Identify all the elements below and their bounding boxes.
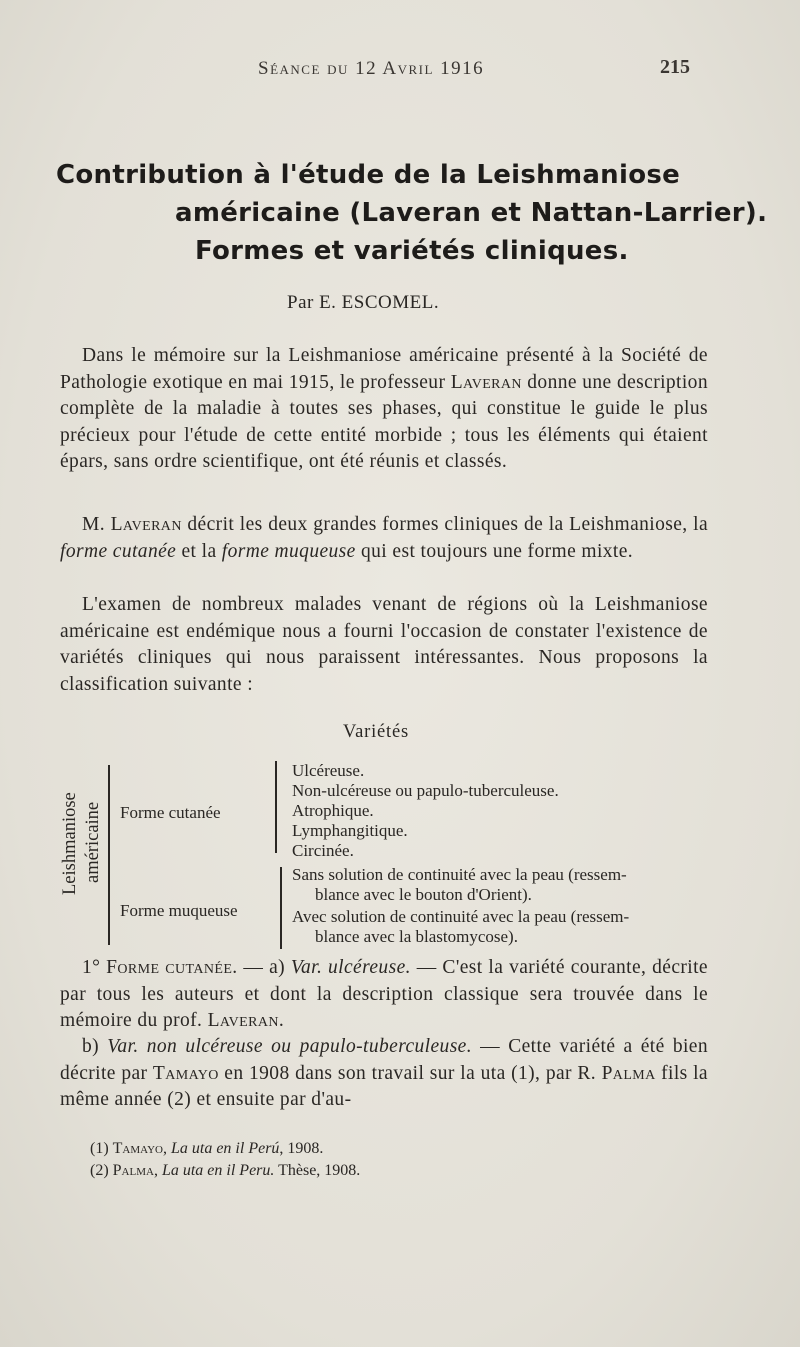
form-muqueuse-label: Forme muqueuse bbox=[120, 901, 238, 920]
author-name: Laveran bbox=[450, 371, 522, 393]
muqueuse-item-1b: blance avec le bouton d'Orient). bbox=[315, 885, 532, 904]
text-run: b) bbox=[82, 1036, 108, 1057]
footnote-2 bbox=[90, 1160, 360, 1182]
italic-term: Var. non ulcéreuse ou papulo-tuberculeuse. bbox=[107, 1036, 473, 1057]
paragraph-3: L'examen de nombreux malades venant de régions où la Leishmaniose américaine est endémique nous a fourni l'occasion de constater l'existence de variétés cliniques qui nous paraissent intéressantes. Nous proposons la classification suivante : bbox=[60, 594, 708, 695]
title-line-2: américaine (Laveran et Nattan-Larrier). bbox=[175, 198, 768, 228]
author-name: Laveran bbox=[207, 1010, 279, 1031]
footnote-title: La uta en il Peru. bbox=[161, 1162, 275, 1179]
text-run: . bbox=[278, 1010, 285, 1031]
text-run: fils la même année (2) et ensuite par d'au- bbox=[60, 1062, 708, 1110]
cutanee-item-3: Atrophique. bbox=[292, 801, 374, 820]
footnote-author: Palma bbox=[112, 1162, 154, 1179]
italic-term: forme cutanée bbox=[60, 540, 177, 562]
title-line-3: Formes et variétés cliniques. bbox=[195, 236, 629, 266]
author-line: Par E. ESCOMEL. bbox=[287, 292, 440, 313]
cutanee-item-4: Lymphangitique. bbox=[292, 821, 408, 840]
text-run: donne une description complète de la maladie à toutes ses phases, qui constitue le guide le plus précieux pour l'étude de cette entité morbide ; tous les éléments qui étaient épars, sans ordre scientifique, ont été réunis et classés. bbox=[60, 371, 708, 472]
section-number: 1° bbox=[82, 957, 101, 978]
muqueuse-item-2b: blance avec la blastomycose). bbox=[315, 927, 518, 946]
cutanee-item-2: Non-ulcéreuse ou papulo-tuberculeuse. bbox=[292, 781, 559, 800]
paragraph-4 bbox=[60, 955, 708, 1035]
text-run: , 1908. bbox=[279, 1140, 324, 1157]
text-run: — C'est la variété courante, décrite par tous les auteurs et dont la description classique sera trouvée dans le mémoire du prof. bbox=[60, 957, 708, 1031]
paragraph-2 bbox=[60, 512, 708, 565]
paragraph-1 bbox=[60, 343, 708, 476]
text-run: et la bbox=[176, 540, 222, 562]
root-bracket bbox=[108, 765, 110, 945]
text-run: Thèse, 1908. bbox=[274, 1162, 361, 1179]
text-run: décrit les deux grandes formes cliniques de la Leishmaniose, la bbox=[181, 514, 709, 535]
text-run: — Cette variété a été bien décrite par bbox=[60, 1036, 708, 1084]
footnote-1 bbox=[90, 1138, 360, 1160]
cutanee-item-5: Circinée. bbox=[292, 841, 354, 860]
text-run: en 1908 dans son travail sur la uta (1), par R. bbox=[218, 1062, 602, 1084]
running-title: Séance du 12 Avril 1916 bbox=[258, 58, 485, 79]
author-name: Palma bbox=[601, 1062, 656, 1084]
footnote-author: Tamayo bbox=[112, 1140, 163, 1157]
text-run: — a) bbox=[237, 957, 291, 978]
text-run: qui est toujours une forme mixte. bbox=[355, 540, 634, 562]
author-name: Laveran bbox=[110, 514, 182, 535]
footnotes bbox=[90, 1138, 360, 1182]
cutanee-bracket bbox=[275, 761, 277, 853]
text-run: , bbox=[162, 1140, 171, 1157]
running-header bbox=[0, 58, 800, 88]
muqueuse-bracket bbox=[280, 867, 282, 949]
footnote-number: (1) bbox=[90, 1140, 113, 1157]
form-cutanee-label: Forme cutanée bbox=[120, 803, 221, 822]
footnote-title: La uta en il Perú bbox=[170, 1140, 280, 1157]
section-heading: Forme cutanée. bbox=[106, 957, 238, 978]
footnote-number: (2) bbox=[90, 1162, 113, 1179]
root-label-line-2: américaine bbox=[83, 801, 103, 883]
text-run: M. bbox=[82, 514, 111, 535]
varieties-heading: Variétés bbox=[343, 722, 409, 742]
italic-term: Var. ulcéreuse. bbox=[290, 957, 411, 978]
cutanee-item-1: Ulcéreuse. bbox=[292, 761, 365, 780]
text-run: Dans le mémoire sur la Leishmaniose américaine présenté à la Société de Pathologie exotique en mai 1915, le professeur bbox=[60, 345, 708, 393]
root-label-line-1: Leishmaniose bbox=[60, 792, 80, 895]
page-number: 215 bbox=[660, 56, 690, 78]
text-run: , bbox=[153, 1162, 162, 1179]
muqueuse-item-1a: Sans solution de continuité avec la peau (ressem- bbox=[292, 865, 627, 884]
classification-table bbox=[60, 755, 760, 955]
italic-term: forme muqueuse bbox=[221, 540, 356, 562]
paragraph-5 bbox=[60, 1034, 708, 1114]
title-line-1: Contribution à l'étude de la Leishmaniose bbox=[56, 160, 681, 190]
muqueuse-item-2a: Avec solution de continuité avec la peau (ressem- bbox=[292, 907, 630, 926]
author-name: Tamayo bbox=[152, 1062, 219, 1084]
